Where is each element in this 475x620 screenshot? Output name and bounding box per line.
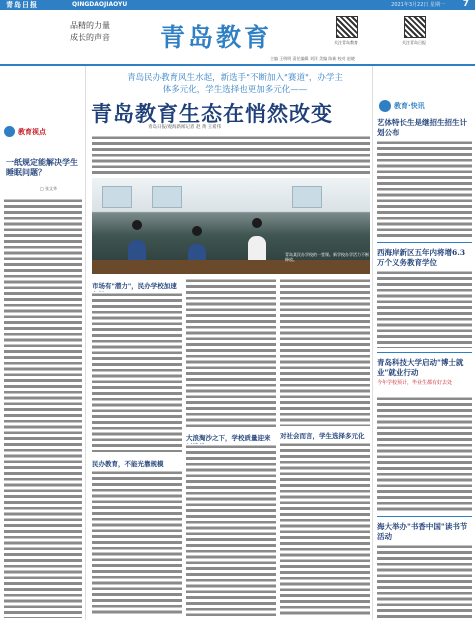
student-figure <box>192 226 202 236</box>
news-text <box>377 544 472 618</box>
slogan-line: 品精的力量 <box>70 21 110 30</box>
student-figure <box>252 218 262 228</box>
news-title: 青岛科技大学启动"博士就业"就业行动 <box>377 358 464 377</box>
newspaper-logo: 青岛日报 <box>6 1 38 9</box>
photo-window <box>152 186 182 208</box>
qr-code-icon <box>404 16 426 38</box>
subheading: 对社会而言，学生选择多元化 <box>280 432 365 440</box>
opinion-author: □ 张文华 <box>40 186 58 191</box>
section-banner: 青岛教育 <box>160 23 273 52</box>
news-badge <box>379 100 469 112</box>
qr-label: 关注青岛教育 <box>334 40 358 45</box>
issue-date: 2021年3月22日 星期一 <box>391 2 445 8</box>
subheading: 市场有"潜力"，民办学校加速 <box>92 282 177 290</box>
divider <box>377 352 472 353</box>
photo-window <box>292 186 322 208</box>
subheading: 大浪淘沙之下，学校质量迎来 <box>186 434 271 442</box>
news-title: 艺体特长生是继招生招生计划公布 <box>377 118 467 137</box>
byline: 青岛日报/观海新闻记者 赵 黄 王希伟 <box>148 125 222 130</box>
deck-line: 体多元化，学生选择也更加多元化—— <box>162 85 308 95</box>
qr-code-icon <box>336 16 358 38</box>
deck-line: 青岛民办教育风生水起，新选手"不断加入"赛道"，办学主 <box>127 73 343 83</box>
masthead <box>0 10 475 66</box>
divider <box>377 242 472 243</box>
qr-label: 关注青岛日报 <box>402 40 426 45</box>
slogan-line: 成长的声音 <box>70 33 110 42</box>
desk-row <box>92 260 370 274</box>
subheading: 民办教育，不能光靠规模 <box>92 460 164 468</box>
section-name: QINGDAOJIAOYU <box>72 1 128 8</box>
article-text <box>92 470 182 616</box>
article-column-2 <box>186 278 276 618</box>
left-column <box>0 66 86 620</box>
news-text <box>377 140 472 238</box>
opinion-body-text <box>4 198 82 618</box>
news-title: 海大举办"书香中国"读书节活动 <box>377 522 468 541</box>
article-text <box>186 444 276 616</box>
article-text <box>186 278 276 428</box>
photo-window <box>102 186 132 208</box>
news-text <box>377 270 472 348</box>
badge-label: 教育视点 <box>18 128 46 136</box>
editor-credits: 主编 王明明 责任编辑 刘洋 美编 陈新 校对 赵晓 <box>270 56 355 61</box>
article-text <box>280 442 370 616</box>
headline-deck <box>90 72 380 96</box>
news-brief-column <box>372 66 475 620</box>
news-subtitle: 今年学校预计，毕业生都有好去处 <box>377 380 453 386</box>
article-intro-text <box>92 135 370 175</box>
opinion-title: 一纸规定能解决学生睡眠问题？ <box>6 158 78 177</box>
badge-icon <box>379 100 391 112</box>
slogan <box>70 20 110 44</box>
article-text <box>280 278 370 426</box>
divider <box>377 516 472 517</box>
article-text <box>92 292 182 452</box>
article-column-3 <box>280 278 370 618</box>
news-text <box>377 396 472 512</box>
main-headline: 青岛教育生态在悄然改变 <box>91 101 333 126</box>
news-title: 西海岸新区五年内将增6.3万个义务教育学位 <box>377 248 466 267</box>
badge-icon <box>4 126 15 137</box>
article-column-1 <box>92 278 182 618</box>
student-figure <box>132 220 142 230</box>
badge-label: 教育·快讯 <box>394 102 425 110</box>
photo-caption: 青岛某民办学校的一堂课。新学校办学活力不断释放。 <box>285 252 369 262</box>
page-number: 7 <box>462 0 469 9</box>
top-bar <box>0 0 475 10</box>
